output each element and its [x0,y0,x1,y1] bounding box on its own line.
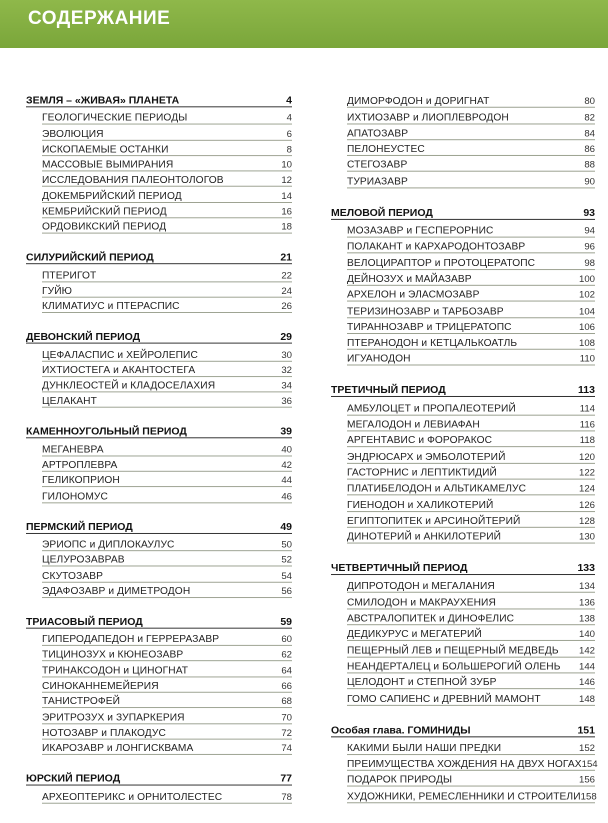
toc-section [26,423,292,503]
toc-entry-page: 82 [584,112,595,124]
toc-entry-page: 134 [578,581,595,593]
toc-entry-page: 152 [578,743,595,754]
toc-entry-page: 86 [584,144,595,156]
toc-entry[interactable] [42,266,292,282]
toc-section-heading[interactable] [331,382,595,398]
toc-entry-page: 30 [281,349,292,361]
toc-entry-page: 90 [584,176,595,188]
toc-entry[interactable] [42,125,292,141]
toc-entry[interactable] [42,487,292,503]
toc-entry-page: 22 [281,270,292,282]
toc-entry-page: 26 [281,301,292,313]
toc-entry-page: 108 [578,338,595,349]
toc-entry[interactable] [347,673,595,689]
toc-entry-title: СИНОКАННЕМЕЙЕРИЯ [42,681,159,692]
toc-entry[interactable] [42,536,292,552]
toc-entry-page: 60 [281,634,292,646]
toc-entry-title: МАССОВЫЕ ВЫМИРАНИЯ [42,160,174,171]
toc-section-page: 39 [280,426,292,438]
toc-left-column [26,92,292,819]
toc-entry[interactable] [347,496,595,512]
toc-entry-title: МЕГАЛОДОН и ЛЕВИАФАН [347,419,480,431]
toc-section-title: ТРИАСОВЫЙ ПЕРИОД [26,616,143,628]
toc-entry-page: 18 [281,222,292,233]
toc-section-title: ТРЕТИЧНЫЙ ПЕРИОД [331,384,446,397]
toc-entry[interactable] [42,218,292,234]
toc-entry-page: 4 [286,113,292,124]
toc-section-title: ДЕВОНСКИЙ ПЕРИОД [26,331,141,343]
toc-entry[interactable] [347,657,595,673]
toc-entry[interactable] [42,203,292,219]
toc-section-heading[interactable] [331,721,595,737]
toc-entry[interactable] [347,254,595,270]
toc-entry-title: ПЛАТИБЕЛОДОН и АЛЬТИКАМЕЛУС [347,483,527,495]
toc-entry[interactable] [42,298,292,314]
toc-entry-title: ТЕРИЗИНОЗАВР и ТАРБОЗАВР [347,306,504,317]
toc-section-page: 151 [577,724,595,736]
toc-entry-page: 138 [578,613,595,625]
toc-entry-page: 116 [579,419,595,431]
toc-entry-page: 88 [584,160,595,172]
toc-entry-title: АПАТОЗАВР [347,128,409,140]
toc-entry-title: СТЕГОЗАВР [347,160,408,172]
page-title: СОДЕРЖАНИЕ [28,8,171,29]
toc-entry[interactable] [42,172,292,188]
toc-entry[interactable] [347,787,595,803]
toc-entry[interactable] [347,108,595,124]
toc-entry[interactable] [42,109,292,125]
toc-entry-title: ЦЕЛУРОЗАВРАВ [42,555,125,566]
toc-entry-title: ЦЕЛАКАНТ [42,396,97,408]
toc-entry-title: АРТРОПЛЕВРА [42,460,118,471]
toc-entry-title: ДЕДИКУРУС и МЕГАТЕРИЙ [347,629,482,641]
toc-entry-page: 40 [281,444,292,456]
toc-section [26,613,292,755]
toc-entry-page: 104 [578,306,595,317]
toc-entry[interactable] [347,464,595,480]
toc-entry[interactable] [347,140,595,156]
toc-entry[interactable] [347,92,595,108]
toc-entry[interactable] [347,156,595,172]
toc-section-continued [331,92,595,188]
toc-entry-page: 96 [584,241,595,253]
toc-entry[interactable] [42,646,292,662]
toc-entry-page: 64 [281,665,292,677]
toc-entry-title: СКУТОЗАВР [42,570,104,582]
toc-section-heading[interactable] [26,423,292,438]
toc-entry-title: ЭРИОПС и ДИПЛОКАУЛУС [42,539,175,551]
toc-entry-page: 14 [281,191,292,202]
toc-entry-page: 68 [281,696,292,708]
toc-entry[interactable] [347,302,595,318]
toc-section-heading[interactable] [26,329,292,344]
toc-entry-title: ВЕЛОЦИРАПТОР и ПРОТОЦЕРАТОПС [347,257,536,269]
toc-entry-title: ИГУАНОДОН [347,354,411,365]
toc-entry[interactable] [347,593,595,609]
toc-entry-title: ИХТИОСТЕГА и АКАНТОСТЕГА [42,365,196,376]
toc-section-page: 59 [280,616,292,628]
toc-entry-title: ОРДОВИКСКИЙ ПЕРИОД [42,222,167,233]
toc-entry[interactable] [42,788,292,804]
toc-entry[interactable] [347,609,595,625]
toc-entry-page: 144 [578,661,595,673]
toc-entry-title: ПРЕИМУЩЕСТВА ХОЖДЕНИЯ НА ДВУХ НОГАХ [347,759,582,770]
toc-entry-page: 56 [281,586,292,597]
toc-entry[interactable] [347,124,595,140]
toc-entry-title: ПТЕРИГОТ [42,270,97,282]
toc-entry[interactable] [42,551,292,567]
toc-entry-title: ТАНИСТРОФЕЙ [42,696,121,708]
toc-section-heading[interactable] [26,770,292,785]
toc-entry-title: ДЕЙНОЗУХ и МАЙАЗАВР [347,273,472,285]
toc-entry-page: 66 [281,681,292,692]
toc-section-heading[interactable] [26,613,292,628]
toc-entry[interactable] [42,393,292,409]
toc-entry-title: МОЗАЗАВР и ГЕСПЕРОРНИС [347,225,494,237]
toc-entry-title: МЕГАНЕВРА [42,444,104,456]
toc-entry-title: ТИРАННОЗАВР и ТРИЦЕРАТОПС [347,322,512,333]
toc-entry-page: 78 [281,791,292,803]
toc-entry[interactable] [42,724,292,740]
toc-entry[interactable] [42,156,292,172]
toc-section-title: ЮРСКИЙ ПЕРИОД [26,773,121,785]
toc-entry[interactable] [42,282,292,298]
toc-entry[interactable] [42,472,292,488]
toc-entry-title: ИСКОПАЕМЫЕ ОСТАНКИ [42,144,169,156]
toc-entry-title: ТРИНАКСОДОН и ЦИНОГНАТ [42,665,189,677]
toc-section-page: 29 [280,331,292,343]
toc-entry-page: 32 [281,365,292,376]
toc-entry-title: ЭДАФОЗАВР и ДИМЕТРОДОН [42,586,191,597]
toc-entry-page: 8 [286,144,292,156]
toc-entry-page: 130 [578,531,595,543]
toc-entry-title: АРХЕОПТЕРИКС и ОРНИТОЛЕСТЕС [42,791,223,803]
toc-section-heading[interactable] [331,559,595,575]
toc-entry-title: ХУДОЖНИКИ, РЕМЕСЛЕННИКИ И СТРОИТЕЛИ [347,791,581,802]
toc-entry-page: 74 [281,743,292,755]
toc-entry-title: ГИПЕРОДАПЕДОН и ГЕРРЕРАЗАВР [42,634,220,646]
toc-entry-title: КЛИМАТИУС и ПТЕРАСПИС [42,301,180,313]
toc-entry-title: ДИМОРФОДОН и ДОРИГНАТ [347,96,490,108]
toc-entry[interactable] [347,577,595,593]
toc-section [26,329,292,409]
toc-entry-page: 34 [281,381,292,392]
toc-section-heading[interactable] [331,204,595,220]
toc-entry-title: ЭНДРЮСАРХ и ЭМБОЛОТЕРИЙ [347,451,506,463]
toc-entry[interactable] [42,567,292,583]
toc-entry[interactable] [347,270,595,286]
toc-entry-title: ДУНКЛЕОСТЕЙ и КЛАДОСЕЛАХИЯ [42,381,216,392]
toc-entry-title: КАКИМИ БЫЛИ НАШИ ПРЕДКИ [347,743,502,754]
toc-entry[interactable] [42,693,292,709]
toc-entry-page: 110 [579,354,595,365]
toc-entry[interactable] [42,630,292,646]
toc-entry-page: 10 [281,160,292,171]
toc-entry-page: 12 [281,175,292,187]
toc-entry[interactable] [347,512,595,528]
toc-entry-title: ДИПРОТОДОН и МЕГАЛАНИЯ [347,581,495,593]
toc-entry-title: ПЕЩЕРНЫЙ ЛЕВ и ПЕЩЕРНЫЙ МЕДВЕДЬ [347,645,559,657]
toc-entry-page: 118 [579,435,595,447]
toc-entry[interactable] [347,431,595,447]
toc-entry-title: ПЕЛОНЕУСТЕС [347,144,425,156]
toc-entry-title: ДОКЕМБРИЙСКИЙ ПЕРИОД [42,191,182,202]
toc-entry[interactable] [347,415,595,431]
toc-entry-page: 100 [578,273,595,285]
toc-section [26,92,292,234]
toc-entry-title: ПТЕРАНОДОН и КЕТЦАЛЬКОАТЛЬ [347,338,518,349]
toc-entry-page: 6 [286,128,292,140]
toc-entry-title: НОТОЗАВР и ПЛАКОДУС [42,728,166,739]
toc-entry-page: 70 [281,712,292,723]
toc-entry-title: АРГЕНТАВИС и ФОРОРАКОС [347,435,493,447]
toc-entry-title: ТУРИАЗАВР [347,176,408,188]
toc-entry-title: ГИЕНОДОН и ХАЛИКОТЕРИЙ [347,499,494,511]
toc-entry-page: 128 [578,515,595,527]
toc-entry-page: 124 [578,483,595,495]
toc-entry-page: 42 [281,460,292,471]
toc-section-page: 133 [577,562,595,575]
page-header [0,0,608,48]
toc-entry-page: 50 [281,539,292,551]
toc-entry[interactable] [347,238,595,254]
toc-entry[interactable] [42,662,292,678]
toc-entry-title: ГИЛОНОМУС [42,491,108,503]
toc-entry[interactable] [42,708,292,724]
toc-section-title: Особая глава. ГОМИНИДЫ [331,724,471,736]
toc-section-page: 21 [280,252,292,264]
toc-entry-title: АРХЕЛОН и ЭЛАСМОЗАВР [347,289,480,301]
toc-entry-page: 52 [281,555,292,566]
toc-entry[interactable] [347,755,598,771]
toc-entry-page: 24 [281,286,292,297]
toc-entry-page: 106 [578,322,595,333]
toc-entry-title: ЕГИПТОПИТЕК и АРСИНОЙТЕРИЙ [347,515,521,527]
toc-entry-page: 156 [578,775,595,786]
toc-entry-page: 84 [584,128,595,140]
toc-entry-title: АВСТРАЛОПИТЕК и ДИНОФЕЛИС [347,613,515,625]
toc-entry[interactable] [42,582,292,598]
toc-entry[interactable] [347,399,595,415]
toc-section-title: ЗЕМЛЯ – «ЖИВАЯ» ПЛАНЕТА [26,94,180,107]
toc-entry-title: ЦЕФАЛАСПИС и ХЕЙРОЛЕПИС [42,349,198,361]
toc-entry-page: 146 [578,677,595,689]
toc-entry[interactable] [347,689,595,705]
toc-entry[interactable] [347,528,595,544]
toc-entry-page: 72 [281,728,292,739]
toc-entry-page: 114 [579,403,595,415]
toc-entry-title: ЭРИТРОЗУХ и ЗУПАРКЕРИЯ [42,712,185,723]
toc-right-column [331,92,598,819]
toc-entry[interactable] [347,771,595,787]
toc-entry-title: ЦЕЛОДОНТ и СТЕПНОЙ ЗУБР [347,677,497,689]
toc-section [26,518,292,598]
toc-section-heading[interactable] [26,92,292,107]
toc-entry-title: КЕМБРИЙСКИЙ ПЕРИОД [42,206,167,218]
toc-entry-page: 148 [578,693,595,705]
toc-entry-page: 126 [578,499,595,511]
toc-entry[interactable] [347,480,595,496]
toc-entry-title: ИХТИОЗАВР и ЛИОПЛЕВРОДОН [347,112,509,124]
toc-entry[interactable] [42,740,292,756]
toc-section [331,382,595,544]
toc-entry-title: ПОЛАКАНТ и КАРХАРОДОНТОЗАВР [347,241,526,253]
toc-entry-page: 142 [578,645,595,657]
toc-entry-page: 158 [580,791,597,802]
toc-entry[interactable] [42,456,292,472]
toc-entry-page: 62 [281,650,292,661]
toc-entry-page: 94 [584,225,595,237]
toc-entry-page: 16 [281,206,292,218]
toc-entry-page: 46 [281,491,292,503]
toc-entry[interactable] [347,739,595,755]
toc-section-page: 113 [578,384,595,397]
toc-entry-title: ГЕЛИКОПРИОН [42,475,120,487]
toc-entry[interactable] [42,346,292,362]
toc-section-title: СИЛУРИЙСКИЙ ПЕРИОД [26,252,154,264]
toc-section [331,721,598,803]
toc-section [331,559,595,705]
toc-entry-title: ПОДАРОК ПРИРОДЫ [347,775,453,786]
toc-entry-page: 122 [578,467,595,479]
toc-entry-title: ИССЛЕДОВАНИЯ ПАЛЕОНТОЛОГОВ [42,175,224,187]
toc-entry[interactable] [347,641,595,657]
toc-entry-page: 154 [581,759,598,770]
toc-entry-page: 80 [584,96,595,108]
toc-entry[interactable] [42,441,292,457]
toc-entry-page: 36 [281,396,292,408]
toc-entry[interactable] [42,187,292,203]
toc-section-title: МЕЛОВОЙ ПЕРИОД [331,206,433,219]
toc-entry-page: 140 [578,629,595,641]
toc-entry-title: СМИЛОДОН и МАКРАУХЕНИЯ [347,597,496,609]
toc-entry-title: ТИЦИНОЗУХ и КЮНЕОЗАВР [42,650,184,661]
toc-section-page: 49 [280,521,292,533]
toc-section-title: КАМЕННОУГОЛЬНЫЙ ПЕРИОД [26,426,187,438]
toc-entry-title: НЕАНДЕРТАЛЕЦ и БОЛЬШЕРОГИЙ ОЛЕНЬ [347,661,561,673]
toc-entry-title: ГОМО САПИЕНС и ДРЕВНИЙ МАМОНТ [347,693,541,705]
toc-section-title: ПЕРМСКИЙ ПЕРИОД [26,521,133,533]
toc-entry[interactable] [347,447,595,463]
toc-section-page: 77 [280,773,292,785]
toc-entry-title: ИКАРОЗАВР и ЛОНГИСКВАМА [42,743,194,755]
toc-entry-title: ГУЙЮ [42,286,73,297]
toc-entry[interactable] [347,334,595,350]
toc-entry[interactable] [347,222,595,238]
toc-section-page: 4 [286,94,292,107]
toc-section-heading[interactable] [26,518,292,533]
toc-section [331,204,595,366]
toc-entry[interactable] [347,172,595,188]
toc-section-page: 93 [583,206,595,219]
toc-entry[interactable] [42,677,292,693]
toc-entry[interactable] [42,377,292,393]
toc-entry-title: ДИНОТЕРИЙ и АНКИЛОТЕРИЙ [347,531,502,543]
toc-entry-page: 102 [578,289,595,301]
toc-section [26,770,292,803]
toc-entry-page: 120 [578,451,595,463]
toc-entry-page: 98 [584,257,595,269]
toc-entry[interactable] [347,286,595,302]
toc-entry[interactable] [347,625,595,641]
toc-entry-page: 44 [281,475,292,487]
toc-entry-title: АМБУЛОЦЕТ и ПРОПАЛЕОТЕРИЙ [347,403,516,415]
toc-entry-title: ГЕОЛОГИЧЕСКИЕ ПЕРИОДЫ [42,113,188,124]
toc-entry[interactable] [347,350,595,366]
toc-section-heading[interactable] [26,249,292,264]
toc-entry[interactable] [42,361,292,377]
toc-section [26,249,292,313]
toc-entry-page: 136 [578,597,595,609]
toc-entry-title: ЭВОЛЮЦИЯ [42,128,104,140]
toc-entry-title: ГАСТОРНИС и ЛЕПТИКТИДИЙ [347,467,497,479]
toc-entry[interactable] [347,318,595,334]
toc-entry-page: 54 [281,570,292,582]
toc-entry[interactable] [42,140,292,156]
toc-section-title: ЧЕТВЕРТИЧНЫЙ ПЕРИОД [331,562,468,575]
